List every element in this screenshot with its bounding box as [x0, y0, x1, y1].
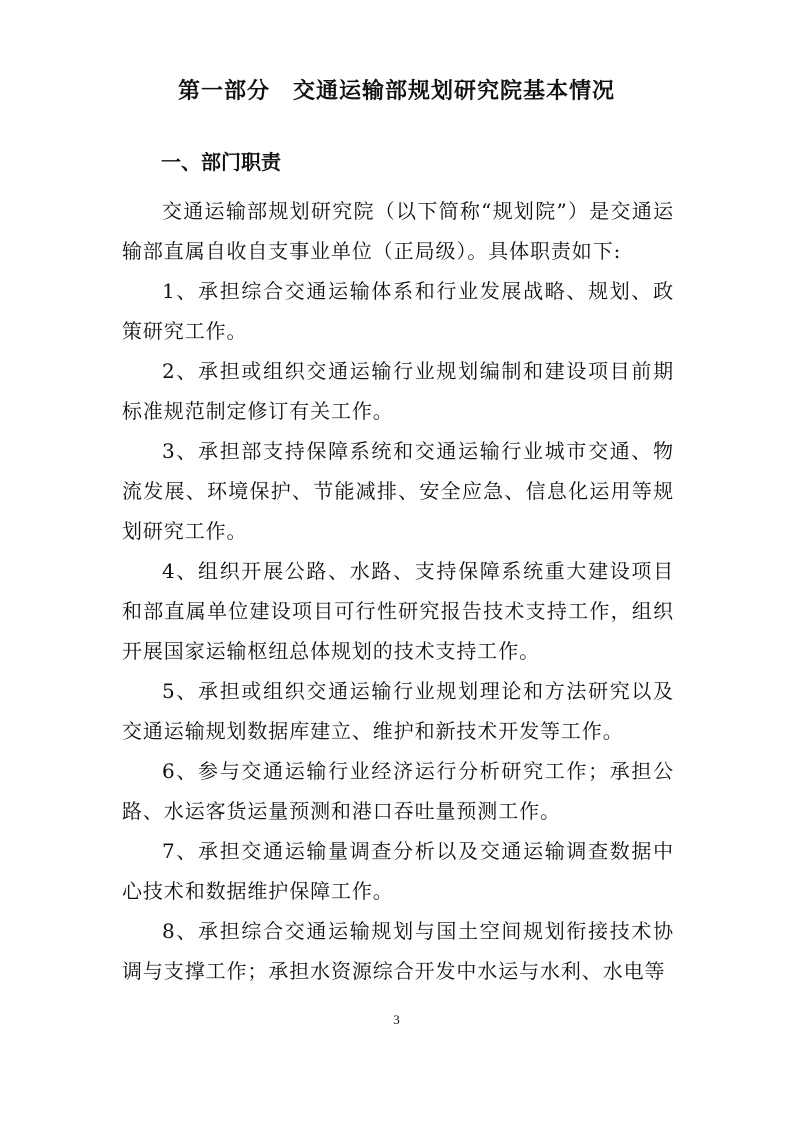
section-heading: 一、部门职责: [161, 150, 281, 174]
duty-item-3: 3、承担部支持保障系统和交通运输行业城市交通、物流发展、环境保护、节能减排、安全应急、信息化运用等规划研究工作。: [122, 439, 674, 543]
duty-item-4: 4、组织开展公路、水路、支持保障系统重大建设项目和部直属单位建设项目可行性研究报告技术支持工作，组织开展国家运输枢纽总体规划的技术支持工作。: [122, 559, 674, 663]
duty-item-6: 6、参与交通运输行业经济运行分析研究工作；承担公路、水运客货运量预测和港口吞吐量预测工作。: [122, 759, 674, 823]
body-text: [122, 191, 674, 991]
duty-item-7: 7、承担交通运输量调查分析以及交通运输调查数据中心技术和数据维护保障工作。: [122, 839, 674, 903]
intro-paragraph: 交通运输部规划研究院（以下简称“规划院”）是交通运输部直属自收自支事业单位（正局级）。具体职责如下:: [122, 199, 674, 263]
duty-item-2: 2、承担或组织交通运输行业规划编制和建设项目前期标准规范制定修订有关工作。: [122, 359, 674, 423]
page-number: 3: [393, 1012, 400, 1027]
duty-item-1: 1、承担综合交通运输体系和行业发展战略、规划、政策研究工作。: [122, 279, 674, 343]
duty-item-8: 8、承担综合交通运输规划与国土空间规划衔接技术协调与支撑工作；承担水资源综合开发中水运与水利、水电等: [122, 919, 674, 983]
page-title: 第一部分 交通运输部规划研究院基本情况: [177, 79, 615, 104]
duty-item-5: 5、承担或组织交通运输行业规划理论和方法研究以及交通运输规划数据库建立、维护和新技术开发等工作。: [122, 679, 674, 743]
